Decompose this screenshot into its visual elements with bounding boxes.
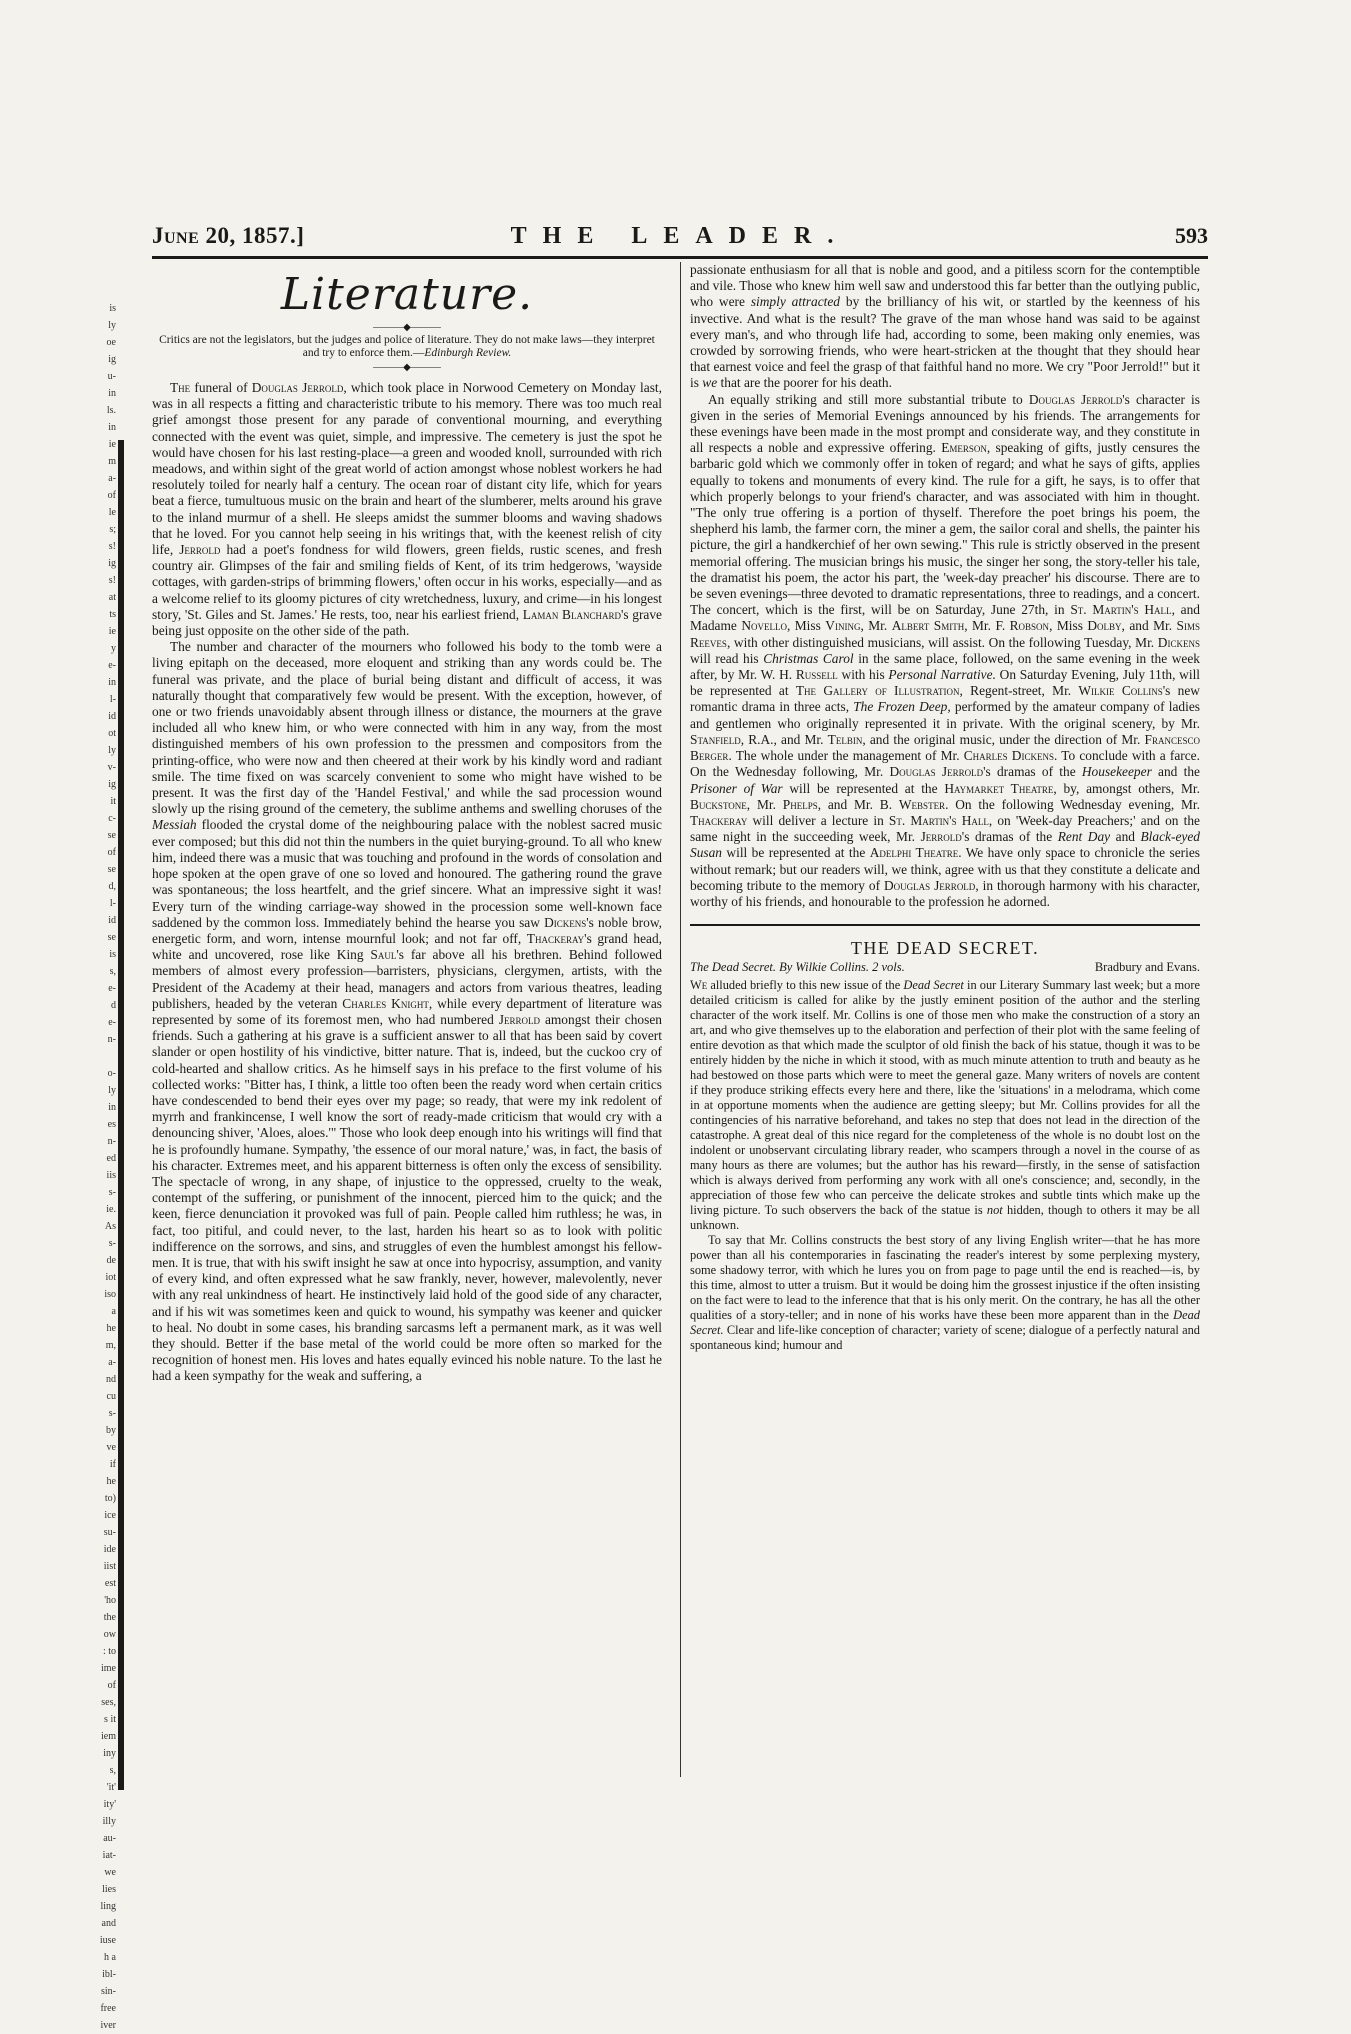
gutter-fragment: illy [102, 1816, 116, 1827]
gutter-fragment: l- [109, 694, 116, 705]
gutter-fragment: cu [106, 1391, 116, 1402]
gutter-fragment: s; [109, 524, 116, 535]
gutter-fragment: ot [108, 728, 116, 739]
person-name: Emerson [941, 440, 987, 456]
gutter-fragment: v- [107, 762, 116, 773]
header-rule [152, 256, 1208, 259]
gutter-fragment: le [108, 507, 116, 518]
gutter-fragment: y [111, 643, 116, 654]
gutter-fragment: to) [104, 1493, 116, 1504]
gutter-fragment: iver [100, 2020, 116, 2031]
gutter-fragment: l- [109, 898, 116, 909]
review-paragraph: We alluded briefly to this new issue of the Dead Secret in our Literary Summary last week; but a more detailed criticism is called for alike by the justly eminent position of the author and the sterling character of the work itself. Mr. Collins is one of those men who make the construction of a story an art, and who give themselves up to the elaboration and perfection of their plot with the same feeling of entire devotion as that which made the sculptor of old finish the back of his statue, though it was to be entirely hidden by the niche in which it stood, with as much minute attention to truth and beauty as he had bestowed on those parts which were to meet the general gaze. Many writers of novels are content if they produce striking effects every here and there, like the 'situations' in a melodrama, which come in at opportune moments when the audience are getting sleepy; but Mr. Collins provides for all the contingencies of his narrative beforehand, and takes no step that does not lead in the direction of the catastrophe. A great deal of this nice regard for the completeness of the whole is no doubt lost on the indolent or unobservant circulating library reader, who scampers through a novel in the course of as many hours as there are volumes; but the author has his reward—firstly, in the sense of satisfaction which is always derived from performing any work with all one's conscience; and, secondly, in the appreciation of those few who can perceive the delicate strokes and subtle tints which make up the living picture. To such observers the back of the statue is not hidden, though to others it may be all unknown. [690, 978, 1200, 1233]
gutter-fragment: 'ho [104, 1595, 116, 1606]
gutter-fragment: s! [108, 541, 116, 552]
gutter-fragment: and [101, 1918, 116, 1929]
gutter-fragment: ig [108, 779, 116, 790]
gutter-fragment: de [106, 1255, 116, 1266]
gutter-fragment [76, 1048, 116, 1065]
gutter-fragment: h a [104, 1952, 116, 1963]
gutter-fragment: d, [108, 881, 116, 892]
gutter-fragment: iso [104, 1289, 116, 1300]
gutter-fragment: if [109, 1459, 116, 1470]
article-paragraph: The number and character of the mourners who followed his body to the tomb were a living epitaph on the deceased, more eloquent and striking than any words could be. The funeral was private, and the place of burial being distant and difficult of access, it was naturally thought that comparatively few would be present. With the exception, however, of one or two friends unavoidably absent through illness or distance, the mourners at the grave included all who knew him, or who were connected with him in any way, from the most distinguished members of his own profession to the pressmen and compositors from the printing-office, who were now and then cheered at their work by his kindly word and radiant smile. The time fixed on was scarcely convenient to some who might have wished to be present. It was the first day of the 'Handel Festival,' and while the sad procession wound slowly up the rising ground of the cemetery, the sublime anthems and swelling choruses of the Messiah flooded the crystal dome of the neighbouring palace with the noblest sacred music ever composed; but this did not thin the numbers in the quiet burying-ground. To all who knew him, indeed there was a music that was touching and profound in the words of consolation and hope spoken at the open grave of one so loved and honoured. The gathering round the grave was spontaneous; the loss heartfelt, and the grief sincere. What an impressive sight it was! Every turn of the winding carriage-way showed in the procession some well-known face saddened by the common loss. Immediately behind the hearse you saw Dickens's noble brow, energetic form, and worn, intense mournful look; and not far off, Thackeray's grand head, white and uncovered, rose like King Saul's far above all his brethren. Behind followed members of almost every profession—barristers, physicians, clergymen, artists, with the President of the Academy at their head, managers and actors from various theatres, leading publishers, headed by the veteran Charles Knight, while every department of literature was represented by some of its foremost men, who had numbered Jerrold amongst their chosen friends. Such a gathering at his grave is a sufficient answer to all that has been said by covert slander or open hostility of his vindictive, bitter nature. That is, indeed, but the cuckoo cry of cold-hearted and shallow critics. As he himself says in his preface to the first volume of his collected works: "Bitter has, I think, a little too often been the ready word when certain critics have condescended to bend their eyes over my page; so ready, that were my ink redolent of myrrh and frankincense, I well know the sort of ready-made criticism that would cry with a denouncing shiver, 'Aloes, aloes.'" Those who look deep enough into his writings will find that he is profoundly humane. Sympathy, 'the essence of our moral nature,' was, in fact, the basis of his character. Extremes meet, and his apparent bitterness is often only the excess of sensibility. The spectacle of wrong, in any shape, of injustice to the oppressed, cruelty to the weak, contempt of the suffering, or punishment of the innocent, pierced him to the quick; and the keen, fierce denunciation it provoked was full of pain. People called him ruthless; he was, in fact, too pitiful, and could never, to the last, harden his heart so as to look with politic indifference on the sorrows, and sins, and struggles of even the humblest amongst his fellow-men. It is true, that with his swift insight he saw at once into hypocrisy, assumption, and vanity of every kind, and often expressed what he saw frankly, never, however, malevolently, never with any real unkindness of heart. He instinctively laid hold of the good side of any character, and if his wit was sometimes keen and quick to wound, his sympathy was keener and quicker to heal. No doubt in some cases, his branding sarcasms left a permanent mark, as it was well they should. Better if the base metal of the world could be more often so marked for the recognition of honest men. His loves and hates equally evinced his noble nature. To the last he had a keen sympathy for the weak and suffering, a [152, 639, 662, 1384]
right-column [690, 262, 1200, 1782]
gutter-fragment: the [103, 1612, 116, 1623]
binding-edge [118, 440, 124, 1790]
gutter-fragment: ibl- [102, 1969, 116, 1980]
gutter-fragment: se [107, 864, 116, 875]
gutter-fragment: he [106, 1476, 116, 1487]
article-paragraph: The funeral of Douglas Jerrold, which took place in Norwood Cemetery on Monday last, was in all respects a fitting and characteristic tribute to his memory. There was too much real grief amongst those present for any parade of conventional mourning, and everything connected with the event was quiet, simple, and impressive. The cemetery is just the spot he would have chosen for his last resting-place—a green and wooded knoll, surrounded with rich meadows, and within sight of the great world of action amongst whose noblest workers he had resolutely toiled for nearly half a century. The ocean roar of distant city life, which for years beat a fierce, tumultuous music on the brain and heart of the slumberer, melts around his grave to the inland murmur of a shell. He sleeps amidst the summer blooms and waving shadows that he loved. For you cannot help seeing in his writings that, with the keenest relish of city life, Jerrold had a poet's fondness for wild flowers, green fields, rustic scenes, and fresh country air. Glimpses of the fair and smiling fields of Kent, of its trim hedgerows, 'wayside cottages, with garden-strips of brimming flowers,' often occur in his works, especially—and as a welcome relief to its gloomy pictures of city wretchedness, luxury, and crime—in his longest story, 'St. Giles and St. James.' He rests, too, near his earliest friend, Laman Blanchard's grave being just opposite on the other side of the path. [152, 380, 662, 639]
ornament-divider: ———◆——— [373, 322, 441, 333]
gutter-fragment: we [104, 1867, 116, 1878]
gutter-fragment: 'it' [106, 1782, 116, 1793]
gutter-fragment: u- [107, 371, 116, 382]
issue-date: June 20, 1857.] [152, 223, 305, 248]
column-divider [680, 262, 681, 1777]
gutter-fragment: free [100, 2003, 116, 2014]
person-name: Douglas Jerrold [1028, 391, 1123, 407]
gutter-fragment: ly [108, 745, 116, 756]
gutter-fragment: ity' [103, 1799, 116, 1810]
adjacent-page-gutter [76, 300, 116, 2031]
gutter-fragment: ie [108, 626, 116, 637]
gutter-fragment: it [110, 796, 116, 807]
lead-word: We [690, 978, 708, 993]
section-motto [152, 334, 662, 360]
gutter-fragment: is [109, 303, 116, 314]
gutter-fragment: au- [103, 1833, 116, 1844]
article-paragraph: passionate enthusiasm for all that is noble and good, and a pitiless scorn for the contemptible and vile. Those who knew him well saw and understood this far better than the outlying public, who were simply attracted by the brilliancy of his wit, or startled by the keenness of his invective. And what is the result? The grave of the man whose hand was said to be against every man's, and who through life had, according to some, been making only enemies, was crowded by sorrowing friends, who were heart-stricken at the thought that they should hear that earnest voice and feel the grasp of that faithful hand no more. We cry "Poor Jerrold!" but it is we that are the poorer for his death. [690, 262, 1200, 391]
gutter-fragment: s it [104, 1714, 116, 1725]
gutter-fragment: of [107, 847, 116, 858]
person-name: Thackeray [526, 930, 585, 946]
gutter-fragment: a [111, 1306, 116, 1317]
gutter-fragment: ig [108, 558, 116, 569]
gutter-fragment: s, [109, 966, 116, 977]
gutter-fragment: iem [101, 1731, 116, 1742]
gutter-fragment: ie [108, 439, 116, 450]
gutter-fragment: ice [104, 1510, 116, 1521]
gutter-fragment: at [108, 592, 116, 603]
gutter-fragment: a- [108, 473, 116, 484]
masthead [152, 223, 1208, 253]
publisher: Bradbury and Evans. [1094, 960, 1200, 975]
person-name: Dickens [544, 914, 587, 930]
gutter-fragment: iis [106, 1170, 116, 1181]
gutter-fragment: o- [107, 1068, 116, 1079]
gutter-fragment: m, [105, 1340, 116, 1351]
gutter-fragment: in [108, 677, 116, 688]
gutter-fragment: oe [106, 337, 116, 348]
gutter-fragment: ve [106, 1442, 116, 1453]
book-citation: The Dead Secret. By Wilkie Collins. 2 vols. [690, 960, 905, 975]
gutter-fragment: ly [108, 1085, 116, 1096]
person-name: Saul [370, 947, 397, 963]
lead-word: The [170, 380, 191, 395]
gutter-fragment: ses, [101, 1697, 116, 1708]
gutter-fragment: lies [102, 1884, 116, 1895]
gutter-fragment: iot [105, 1272, 116, 1283]
gutter-fragment: id [108, 711, 116, 722]
article-paragraph: An equally striking and still more substantial tribute to Douglas Jerrold's character is given in the series of Memorial Evenings announced by his friends. The arrangements for these evenings have been made in the most prompt and considerate way, and they constitute in all respects a noble and expressive offering. Emerson, speaking of gifts, justly censures the barbaric gold which we commonly offer in token of regard; and what he says of gifts, applies equally to tokens and monuments of every kind. The rule for a gift, he says, is to offer that which properly belongs to your friend's character, and was associated with him in thought. "The only true offering is a portion of thyself. Therefore the poet brings his poem, the shepherd his lamb, the farmer corn, the miner a gem, the sailor coral and shells, the painter his picture, the girl a handkerchief of her own sewing." This rule is strictly observed in the present memorial offering. The musician brings his music, the singer her song, the story-teller his tale, the dramatist his poem, the actor his part, the 'week-day preacher' his discourse. There are to be seven evenings—three devoted to dramatic representations, three to readings, and a concert. The concert, which is the first, will be on Saturday, June 27th, in St. Martin's Hall, and Madame Novello, Miss Vining, Mr. Albert Smith, Mr. F. Robson, Miss Dolby, and Mr. Sims Reeves, with other distinguished musicians, will assist. On the following Tuesday, Mr. Dickens will read his Christmas Carol in the same place, followed, on the same evening in the week after, by Mr. W. H. Russell with his Personal Narrative. On Saturday Evening, July 11th, will be represented at The Gallery of Illustration, Regent-street, Mr. Wilkie Collins's new romantic drama in three acts, The Frozen Deep, performed by the amateur company of ladies and gentlemen who originally represented it in private. With the original scenery, by Mr. Stanfield, R.A., and Mr. Telbin, and the original music, under the direction of Mr. Francesco Berger. The whole under the management of Mr. Charles Dickens. To conclude with a farce. On the Wednesday following, Mr. Douglas Jerrold's dramas of the Housekeeper and the Prisoner of War will be represented at the Haymarket Theatre, by, amongst others, Mr. Buckstone, Mr. Phelps, and Mr. B. Webster. On the following Wednesday evening, Mr. Thackeray will deliver a lecture in St. Martin's Hall, on 'Week-day Preachers;' and on the same night in the succeeding week, Mr. Jerrold's dramas of the Rent Day and Black-eyed Susan will be represented at the Adelphi Theatre. We have only space to chronicle the series without remark; but our readers will, we think, agree with us that they constitute a delicate and becoming tribute to the memory of Douglas Jerrold, in thorough harmony with his character, worthy of his friends, and honourable to the profession he adorned. [690, 391, 1201, 909]
gutter-fragment: : to [102, 1646, 116, 1657]
gutter-fragment: ling [100, 1901, 116, 1912]
review-paragraph: To say that Mr. Collins constructs the best story of any living English writer—that he has more power than all his contemporaries in fascinating the reader's interest by some perplexing mystery, some shadowy terror, with which he lures you on from page to page until the end is reached—is, by this time, almost to utter a truism. But it would be doing him the grossest injustice if the often insisting on the fact were to lead to the inference that that is his only merit. On the contrary, he has all the other qualities of a story-teller; and in none of his works have these been more apparent than in the Dead Secret. Clear and life-like conception of character; variety of scene; dialogue of a perfectly natural and spontaneous kind; humour and [690, 1233, 1200, 1353]
gutter-fragment: is [109, 949, 116, 960]
gutter-fragment: ed [106, 1153, 116, 1164]
gutter-fragment: est [104, 1578, 116, 1589]
work-title: Messiah [152, 817, 197, 833]
newspaper-title: THE LEADER. [510, 223, 850, 249]
gutter-fragment: ie. [106, 1204, 116, 1215]
gutter-fragment: ls. [106, 405, 116, 416]
gutter-fragment: c- [108, 813, 116, 824]
person-name: Charles Knight [342, 995, 429, 1011]
person-name: Laman Blanchard [522, 606, 621, 622]
review-meta [690, 960, 1200, 976]
gutter-fragment: sin- [101, 1986, 116, 1997]
gutter-fragment: in [108, 1102, 116, 1113]
gutter-fragment: se [107, 830, 116, 841]
motto-source: Edinburgh Review. [424, 347, 512, 359]
section-rule [690, 924, 1200, 926]
person-name: Jerrold [498, 1011, 540, 1027]
gutter-fragment: s- [108, 1408, 116, 1419]
gutter-fragment: iny [103, 1748, 116, 1759]
left-column [152, 262, 662, 1782]
gutter-fragment: of [107, 1680, 116, 1691]
gutter-fragment: in [108, 388, 116, 399]
motto-text: Critics are not the legislators, but the judges and police of literature. They do not make laws—they interpret and try to enforce them.— [159, 334, 655, 359]
gutter-fragment: he [106, 1323, 116, 1334]
gutter-fragment: d [111, 1000, 116, 1011]
gutter-fragment: s- [108, 1238, 116, 1249]
gutter-fragment: iat- [102, 1850, 116, 1861]
gutter-fragment: ime [101, 1663, 116, 1674]
gutter-fragment: of [107, 490, 116, 501]
gutter-fragment: e- [108, 660, 116, 671]
gutter-fragment: ly [108, 320, 116, 331]
gutter-fragment: iist [103, 1561, 116, 1572]
gutter-fragment: in [108, 422, 116, 433]
gutter-fragment: se [107, 932, 116, 943]
ornament-divider: ———◆——— [373, 362, 441, 373]
gutter-fragment: nd [106, 1374, 116, 1385]
gutter-fragment: iuse [99, 1935, 116, 1946]
gutter-fragment: s- [108, 1187, 116, 1198]
gutter-fragment: by [106, 1425, 116, 1436]
gutter-fragment: a- [108, 1357, 116, 1368]
gutter-fragment: es [107, 1119, 116, 1130]
gutter-fragment: s, [109, 1765, 116, 1776]
gutter-fragment: ig [108, 354, 116, 365]
gutter-fragment: n- [107, 1136, 116, 1147]
gutter-fragment: id [108, 915, 116, 926]
review-title: THE DEAD SECRET. [850, 938, 1040, 959]
section-title: Literature. [280, 269, 534, 320]
gutter-fragment: ow [103, 1629, 116, 1640]
gutter-fragment: su- [103, 1527, 116, 1538]
page-number: 593 [1175, 223, 1208, 248]
gutter-fragment: As [104, 1221, 116, 1232]
gutter-fragment: n- [107, 1034, 116, 1045]
gutter-fragment: ts [109, 609, 116, 620]
gutter-fragment: e- [108, 983, 116, 994]
gutter-fragment: m [108, 456, 116, 467]
gutter-fragment: ide [103, 1544, 116, 1555]
gutter-fragment: e- [108, 1017, 116, 1028]
person-name: Douglas Jerrold [251, 380, 344, 395]
person-name: Jerrold [179, 542, 221, 558]
gutter-fragment: s! [108, 575, 116, 586]
